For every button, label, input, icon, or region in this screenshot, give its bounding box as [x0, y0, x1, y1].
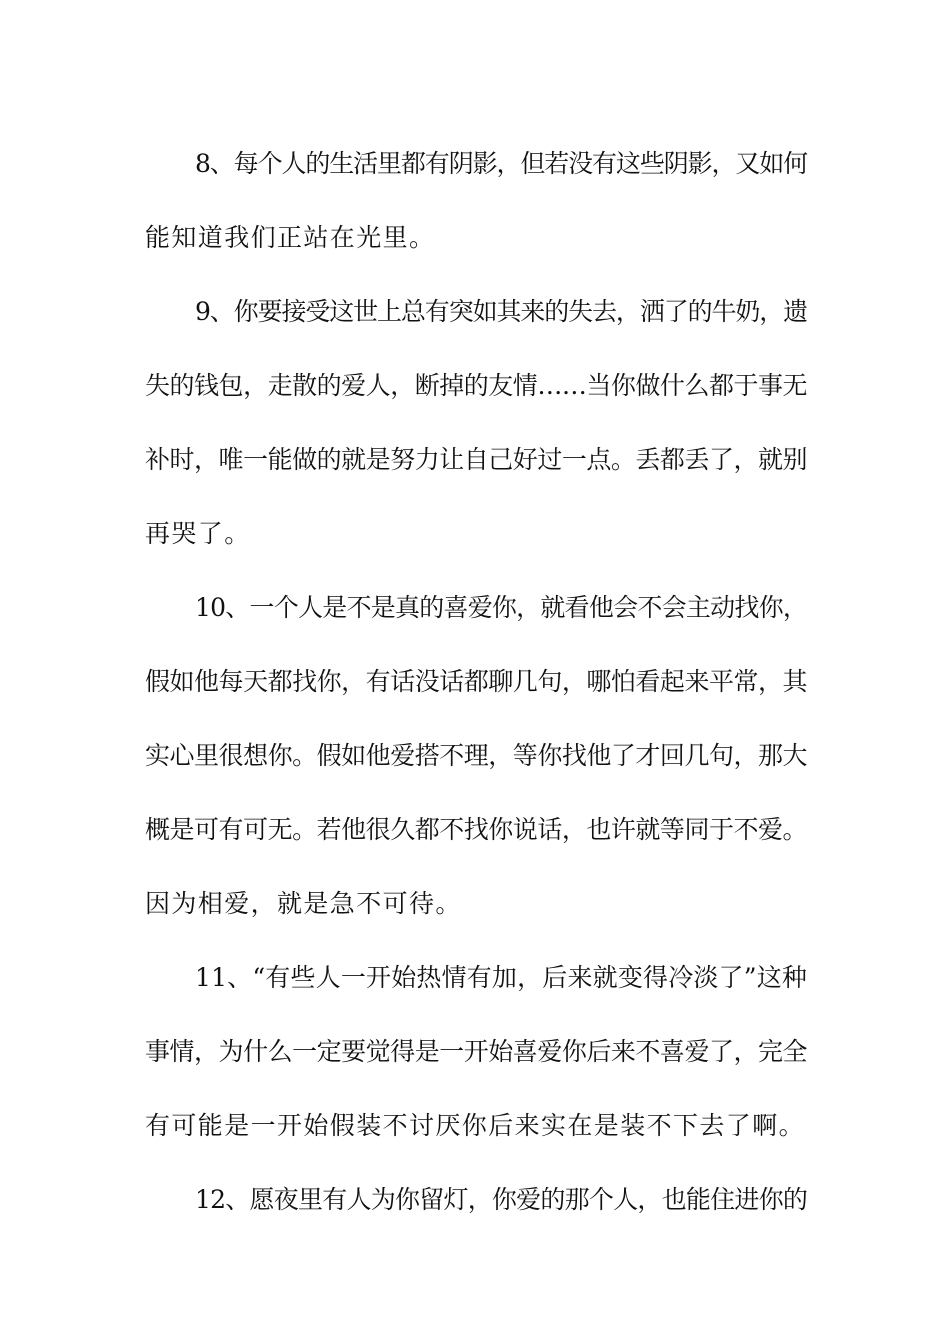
text-line: 事情，为什么一定要觉得是一开始喜爱你后来不喜爱了，完全	[145, 1037, 808, 1066]
text-line: 失的钱包，走散的爱人，断掉的友情……当你做什么都于事无	[145, 371, 808, 400]
text-line: 9、你要接受这世上总有突如其来的失去，洒了的牛奶，遗	[195, 297, 808, 326]
text-line: 8、每个人的生活里都有阴影，但若没有这些阴影，又如何	[195, 149, 808, 178]
text-line: 有可能是一开始假装不讨厌你后来实在是装不下去了啊。	[145, 1111, 806, 1140]
text-line: 概是可有可无。若他很久都不找你说话，也许就等同于不爱。	[145, 815, 808, 844]
text-line: 实心里很想你。假如他爱搭不理，等你找他了才回几句，那大	[145, 741, 808, 770]
text-line: 因为相爱，就是急不可待。	[145, 889, 462, 918]
paragraph-8	[145, 127, 807, 275]
paragraph-10	[145, 571, 807, 941]
paragraph-11	[145, 941, 807, 1163]
paragraph-12	[145, 1163, 807, 1237]
text-line: 能知道我们正站在光里。	[145, 223, 436, 252]
text-line: 10、一个人是不是真的喜爱你，就看他会不会主动找你，	[195, 593, 808, 622]
paragraph-9	[145, 275, 807, 571]
document-body	[145, 127, 807, 1237]
text-line: 再哭了。	[145, 519, 251, 548]
text-line: 假如他每天都找你，有话没话都聊几句，哪怕看起来平常，其	[145, 667, 808, 696]
text-line: 11、“有些人一开始热情有加，后来就变得冷淡了”这种	[195, 963, 808, 992]
text-line: 补时，唯一能做的就是努力让自己好过一点。丢都丢了，就别	[145, 445, 808, 474]
text-line: 12、愿夜里有人为你留灯，你爱的那个人，也能住进你的	[195, 1185, 808, 1214]
